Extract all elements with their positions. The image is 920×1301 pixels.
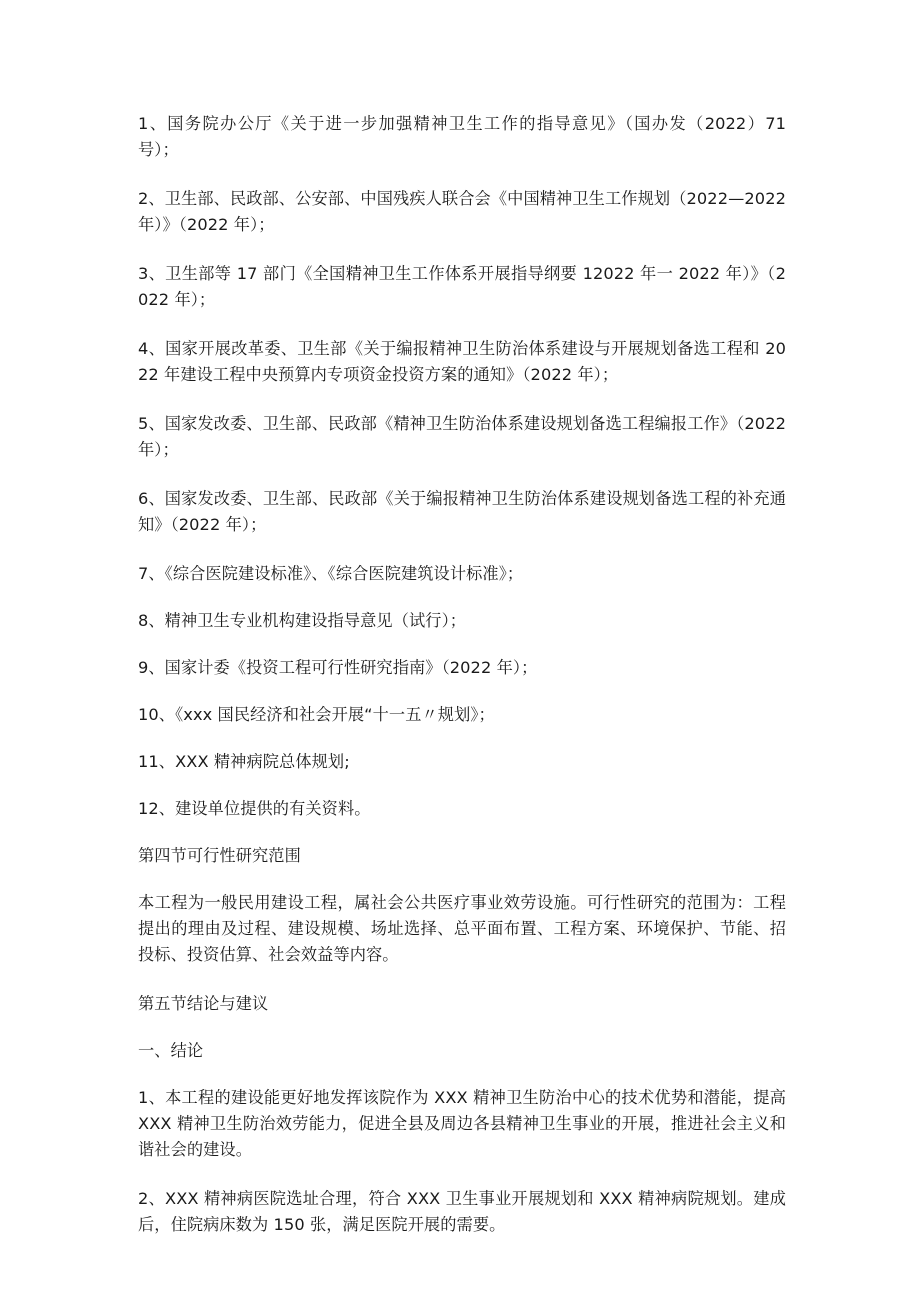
- paragraph-11: 11、XXX 精神病院总体规划;: [138, 752, 350, 771]
- document-body: [138, 111, 786, 1261]
- paragraph-6: 6、国家发改委、卫生部、民政部《关于编报精神卫生防治体系建设规划备选工程的补充通知》（2022 年）；: [138, 489, 786, 534]
- paragraph-4: 4、国家开展改革委、卫生部《关于编报精神卫生防治体系建设与开展规划备选工程和 2022 年建设工程中央预算内专项资金投资方案的通知》（2022 年）；: [138, 339, 786, 384]
- paragraph-9: 9、国家计委《投资工程可行性研究指南》（2022 年）；: [138, 658, 538, 677]
- paragraph-scope: 本工程为一般民用建设工程，属社会公共医疗事业效劳设施。可行性研究的范围为：工程提出的理由及过程、建设规模、场址选择、总平面布置、工程方案、环境保护、节能、招投标、投资估算、社会效益等内容。: [138, 893, 786, 964]
- section-heading-5: 第五节结论与建议: [138, 994, 269, 1013]
- paragraph-10: 10、《xxx 国民经济和社会开展“十一五〃规划》；: [138, 705, 495, 724]
- conclusion-2: 2、XXX 精神病医院选址合理，符合 XXX 卫生事业开展规划和 XXX 精神病院规划。建成后，住院病床数为 150 张，满足医院开展的需要。: [138, 1189, 786, 1234]
- paragraph-3: 3、卫生部等 17 部门《全国精神卫生工作体系开展指导纲要 12022 年一 2022 年）》（2022 年）；: [138, 264, 786, 309]
- conclusion-1: 1、本工程的建设能更好地发挥该院作为 XXX 精神卫生防治中心的技术优势和潜能，提高 XXX 精神卫生防治效劳能力，促进全县及周边各县精神卫生事业的开展，推进社会主义和谐社会的建设。: [138, 1088, 786, 1159]
- paragraph-12: 12、建设单位提供的有关资料。: [138, 799, 371, 818]
- paragraph-7: 7、《综合医院建设标准》、《综合医院建筑设计标准》；: [138, 564, 524, 583]
- paragraph-5: 5、国家发改委、卫生部、民政部《精神卫生防治体系建设规划备选工程编报工作》（2022 年）；: [138, 414, 786, 459]
- paragraph-8: 8、精神卫生专业机构建设指导意见（试行）；: [138, 611, 467, 630]
- paragraph-2: 2、卫生部、民政部、公安部、中国残疾人联合会《中国精神卫生工作规划（2022—2022 年）》（2022 年）；: [138, 189, 786, 234]
- paragraph-1: 1、国务院办公厅《关于进一步加强精神卫生工作的指导意见》（国办发（2022）71 号）；: [138, 114, 786, 159]
- section-heading-4: 第四节可行性研究范围: [138, 846, 301, 865]
- subheading-conclusion: 一、结论: [138, 1041, 204, 1060]
